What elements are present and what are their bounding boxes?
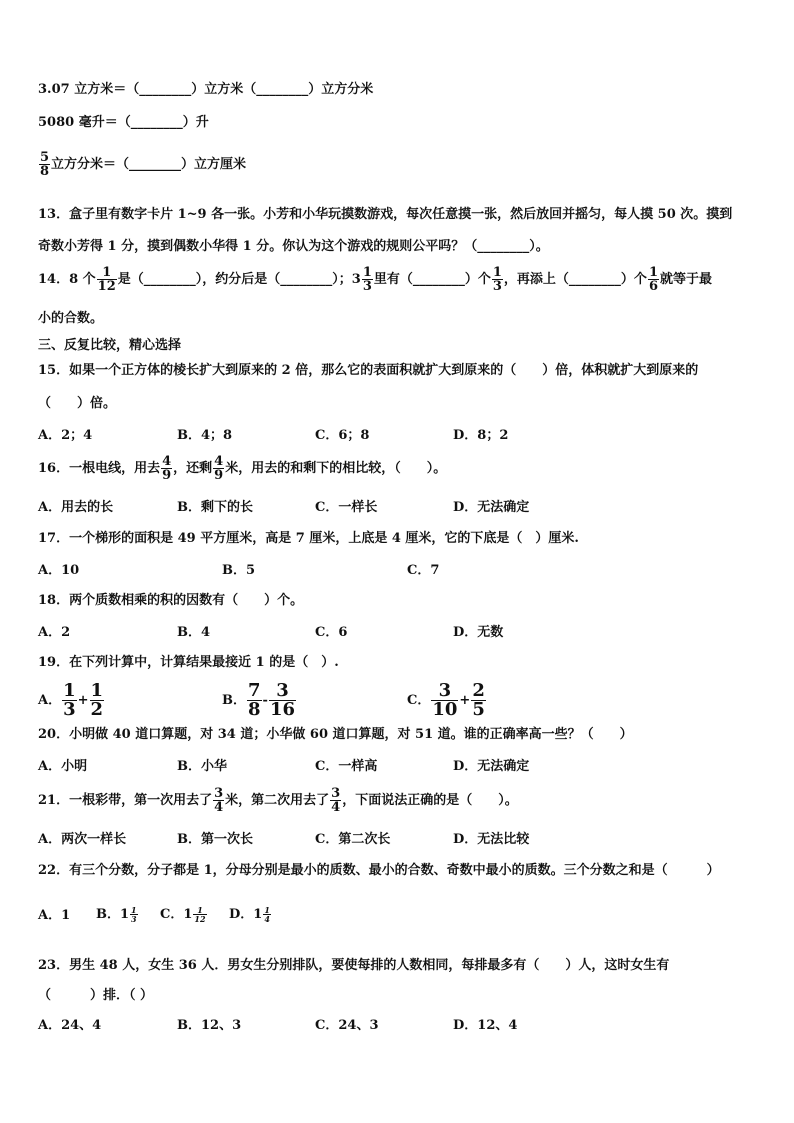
fraction: $\frac{4}{9}$ [214,454,224,483]
fraction: $\frac{2}{5}$ [472,680,485,720]
q21-line1: 21．一根彩带，第一次用去了 $\frac{3}{4}$ 米，第二次用去了 $\frac{3}{4}$ ，下面说法正确的是（ ）。 [38,786,518,815]
q22-option-b[interactable]: B．1 $\frac{1}{3}$ [96,905,137,924]
q12-line2: 5080 毫升＝（________）升 [38,115,209,130]
q22-option-a[interactable]: A．1 [38,908,71,923]
fraction: $\frac{7}{8}$ [248,680,261,720]
fraction: $\frac{1}{3}$ [131,905,137,924]
q12-line3: $\frac{5}{8}$ 立方分米＝（________）立方厘米 [40,150,247,179]
fraction: $\frac{1}{3}$ [492,265,502,294]
q19-option-b[interactable]: B． $\frac{7}{8}$ - $\frac{3}{16}$ [222,680,295,720]
q18-option-d[interactable]: D．无数 [453,625,504,640]
fraction: $\frac{1}{3}$ [362,265,372,294]
fraction: $\frac{1}{4}$ [264,905,270,924]
q20-option-b[interactable]: B．小华 [177,759,227,774]
q15-option-c[interactable]: C．6；8 [315,428,370,443]
q19-option-c[interactable]: C． $\frac{3}{10}$ + $\frac{2}{5}$ [407,680,485,720]
q14-line2: 小的合数。 [38,311,104,326]
q19-line1: 19．在下列计算中，计算结果最接近 1 的是（ ）. [38,655,339,670]
q19-option-a[interactable]: A． $\frac{1}{3}$ + $\frac{1}{2}$ [38,680,104,720]
fraction: $\frac{3}{4}$ [214,786,224,815]
fraction: $\frac{4}{9}$ [162,454,172,483]
q21-option-c[interactable]: C．第二次长 [315,832,391,847]
fraction: $\frac{1}{12}$ [97,265,116,294]
q23-option-b[interactable]: B．12、3 [177,1018,242,1033]
q22-option-c[interactable]: C．1 $\frac{1}{12}$ [160,905,206,924]
q21-option-a[interactable]: A．两次一样长 [38,832,127,847]
q16-line1: 16．一根电线，用去 $\frac{4}{9}$ ，还剩 $\frac{4}{9}$ 米，用去的和剩下的相比较，（ ）。 [38,454,447,483]
q17-option-a[interactable]: A．10 [38,563,80,578]
q15-line2: （ ）倍。 [38,396,117,411]
q16-option-c[interactable]: C．一样长 [315,500,378,515]
q20-option-a[interactable]: A．小明 [38,759,88,774]
q21-option-b[interactable]: B．第一次长 [177,832,253,847]
q23-line2: （ ）排．（ ） [38,988,154,1003]
q18-option-a[interactable]: A．2 [38,625,71,640]
q17-option-c[interactable]: C．7 [407,563,440,578]
q18-line1: 18．两个质数相乘的积的因数有（ ）个。 [38,593,304,608]
fraction: $\frac{1}{2}$ [90,680,104,720]
fraction: $\frac{1}{12}$ [194,905,206,924]
q17-option-b[interactable]: B．5 [222,563,256,578]
q15-line1: 15．如果一个正方体的棱长扩大到原来的 2 倍，那么它的表面积就扩大到原来的（ ）倍，体积就扩大到原来的 [38,363,699,378]
q16-option-b[interactable]: B．剩下的长 [177,500,253,515]
q16-option-d[interactable]: D．无法确定 [453,500,530,515]
q23-option-d[interactable]: D．12、4 [453,1018,518,1033]
fraction: $\frac{3}{16}$ [269,680,295,720]
q20-option-d[interactable]: D．无法确定 [453,759,530,774]
fraction: $\frac{3}{10}$ [432,680,458,720]
q20-option-c[interactable]: C．一样高 [315,759,378,774]
q22-line1: 22．有三个分数，分子都是 1，分母分别是最小的质数、最小的合数、奇数中最小的质数。三个分数之和是（ ） [38,863,720,878]
q21-option-d[interactable]: D．无法比较 [453,832,530,847]
q15-option-b[interactable]: B．4；8 [177,428,233,443]
fraction: $\frac{1}{6}$ [648,265,658,294]
q22-option-d[interactable]: D．1 $\frac{1}{4}$ [229,905,270,924]
fraction: $\frac{5}{8}$ [40,150,50,179]
q15-option-a[interactable]: A．2；4 [38,428,93,443]
q18-option-b[interactable]: B．4 [177,625,211,640]
section-title: 三、反复比较，精心选择 [38,338,182,353]
q23-line1: 23．男生 48 人，女生 36 人．男女生分别排队，要使每排的人数相同，每排最多有（ ）人，这时女生有 [38,958,670,973]
fraction: $\frac{3}{4}$ [331,786,341,815]
q14-line1: 14．8 个 $\frac{1}{12}$ 是（________），约分后是（________）；3 $\frac{1}{3}$ 里有（________）个 $\frac{1}{3}$ ，再添上（________）个 $\frac{1}{6}$ 就等于最 [38,265,712,294]
q13-line2: 奇数小芳得 1 分，摸到偶数小华得 1 分。你认为这个游戏的规则公平吗？（________）。 [38,239,549,254]
q12-line1: 3.07 立方米＝（________）立方米（________）立方分米 [38,82,374,97]
q20-line1: 20．小明做 40 道口算题，对 34 道；小华做 60 道口算题，对 51 道。谁的正确率高一些？（ ） [38,727,633,742]
q17-line1: 17．一个梯形的面积是 49 平方厘米，高是 7 厘米，上底是 4 厘米，它的下底是（ ）厘米. [38,531,579,546]
fraction: $\frac{1}{3}$ [63,680,76,720]
q18-option-c[interactable]: C．6 [315,625,348,640]
q16-option-a[interactable]: A．用去的长 [38,500,114,515]
q15-option-d[interactable]: D．8；2 [453,428,509,443]
q23-option-a[interactable]: A．24、4 [38,1018,102,1033]
q23-option-c[interactable]: C．24、3 [315,1018,379,1033]
q13-line1: 13．盒子里有数字卡片 1~9 各一张。小芳和小华玩摸数游戏，每次任意摸一张，然后放回并摇匀，每人摸 50 次。摸到 [38,207,733,222]
